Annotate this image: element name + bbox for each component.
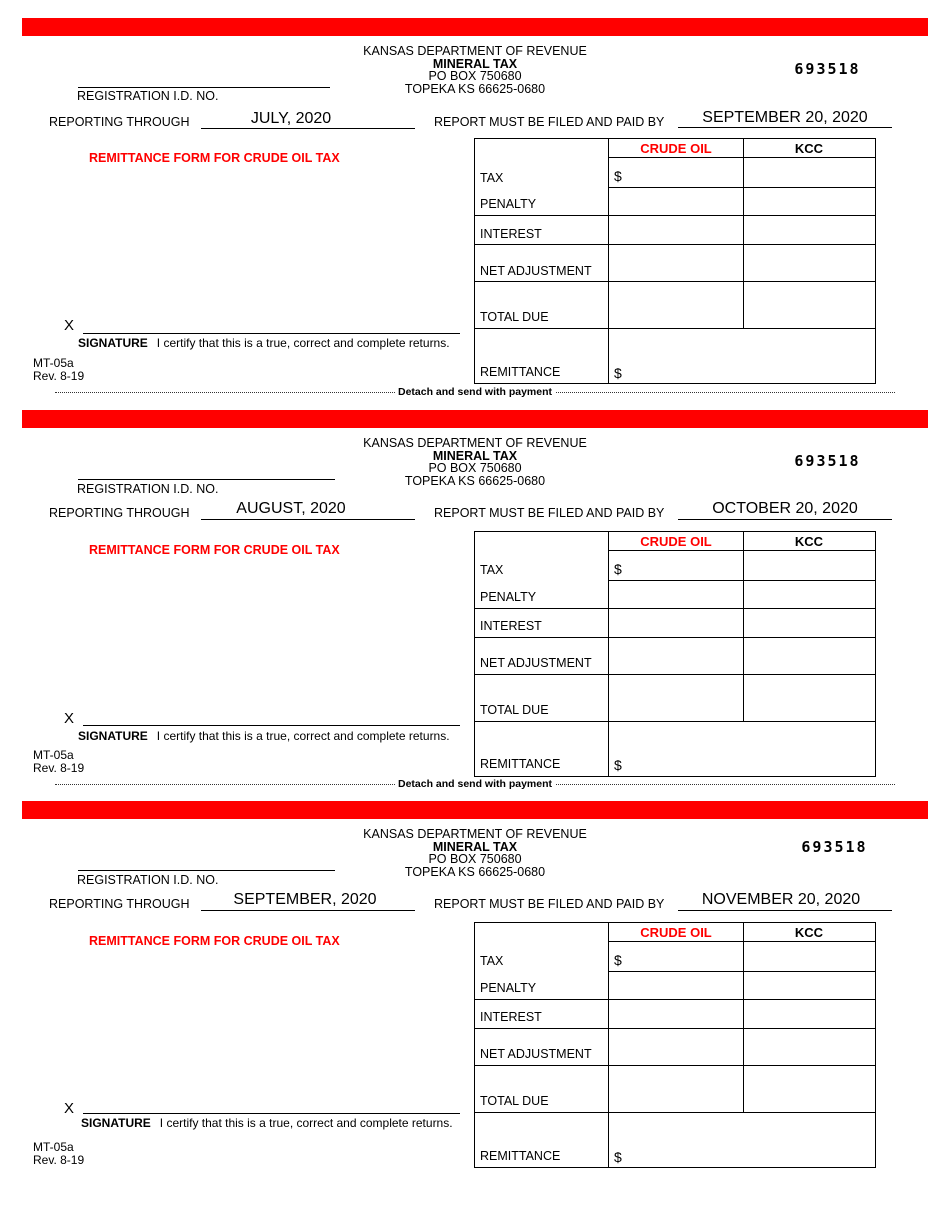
row-penalty: PENALTY bbox=[480, 981, 537, 995]
signature-certify bbox=[78, 336, 450, 350]
col-crude-oil: CRUDE OIL bbox=[640, 141, 712, 156]
row-interest: INTEREST bbox=[480, 619, 542, 633]
row-net-adjustment: NET ADJUSTMENT bbox=[480, 656, 592, 670]
reporting-line bbox=[201, 909, 415, 911]
row-remittance: REMITTANCE bbox=[480, 757, 561, 771]
reporting-label: REPORTING THROUGH bbox=[49, 115, 190, 129]
due-value: SEPTEMBER 20, 2020 bbox=[702, 109, 868, 126]
due-label: REPORT MUST BE FILED AND PAID BY bbox=[434, 897, 665, 911]
coupon-3 bbox=[0, 783, 950, 1183]
signature-label: SIGNATURE bbox=[78, 729, 148, 743]
col-kcc: KCC bbox=[794, 925, 824, 940]
tax-table bbox=[474, 922, 876, 1168]
coupon-1 bbox=[0, 0, 950, 398]
row-interest: INTEREST bbox=[480, 1010, 542, 1024]
signature-label: SIGNATURE bbox=[81, 1116, 151, 1130]
registration-label: REGISTRATION I.D. NO. bbox=[77, 873, 219, 887]
due-line bbox=[678, 518, 892, 520]
col-crude-oil: CRUDE OIL bbox=[640, 534, 712, 549]
row-tax: TAX bbox=[480, 563, 504, 577]
revision-label: Rev. 8-19 bbox=[33, 1153, 85, 1167]
due-label: REPORT MUST BE FILED AND PAID BY bbox=[434, 506, 665, 520]
due-label: REPORT MUST BE FILED AND PAID BY bbox=[434, 115, 665, 129]
certify-text: I certify that this is a true, correct and complete returns. bbox=[159, 1116, 453, 1130]
signature-label: SIGNATURE bbox=[78, 336, 148, 350]
registration-label: REGISTRATION I.D. NO. bbox=[77, 482, 219, 496]
agency-header bbox=[310, 45, 640, 95]
form-number: 693518 bbox=[794, 60, 861, 78]
reporting-label: REPORTING THROUGH bbox=[49, 506, 190, 520]
col-kcc: KCC bbox=[794, 534, 824, 549]
tax-name: MINERAL TAX bbox=[432, 448, 518, 463]
red-bar bbox=[22, 801, 928, 819]
due-line bbox=[678, 909, 892, 911]
remittance-dollar: $ bbox=[614, 1149, 622, 1165]
col-crude-oil: CRUDE OIL bbox=[640, 925, 712, 940]
due-value: NOVEMBER 20, 2020 bbox=[701, 891, 861, 908]
signature-x: X bbox=[64, 710, 75, 727]
agency-header bbox=[310, 437, 640, 487]
detach-text: Detach and send with payment bbox=[395, 386, 555, 398]
signature-x: X bbox=[64, 317, 75, 334]
signature-certify bbox=[81, 1116, 453, 1130]
red-bar bbox=[22, 18, 928, 36]
form-id-label: MT-05a bbox=[33, 356, 74, 370]
po-box: PO BOX 750680 bbox=[428, 852, 522, 866]
city-line: TOPEKA KS 66625-0680 bbox=[404, 864, 546, 879]
remittance-form-title: REMITTANCE FORM FOR CRUDE OIL TAX bbox=[89, 934, 340, 948]
signature-field[interactable] bbox=[83, 333, 460, 334]
tax-name: MINERAL TAX bbox=[432, 839, 518, 854]
row-remittance: REMITTANCE bbox=[480, 365, 561, 379]
row-penalty: PENALTY bbox=[480, 197, 537, 211]
row-interest: INTEREST bbox=[480, 227, 542, 241]
reporting-line bbox=[201, 127, 415, 129]
row-net-adjustment: NET ADJUSTMENT bbox=[480, 1047, 592, 1061]
coupon-2 bbox=[0, 392, 950, 790]
registration-field[interactable] bbox=[78, 87, 330, 88]
remittance-dollar: $ bbox=[614, 365, 622, 381]
registration-field[interactable] bbox=[78, 479, 335, 480]
registration-label: REGISTRATION I.D. NO. bbox=[77, 89, 219, 103]
form-id-label: MT-05a bbox=[33, 1140, 74, 1154]
form-number: 693518 bbox=[794, 452, 861, 470]
dept-name: KANSAS DEPARTMENT OF REVENUE bbox=[363, 44, 587, 58]
dept-name: KANSAS DEPARTMENT OF REVENUE bbox=[363, 436, 587, 450]
signature-field[interactable] bbox=[83, 725, 460, 726]
tax-dollar: $ bbox=[614, 952, 622, 968]
certify-text: I certify that this is a true, correct and complete returns. bbox=[156, 336, 450, 350]
row-total-due: TOTAL DUE bbox=[480, 310, 549, 324]
dept-name: KANSAS DEPARTMENT OF REVENUE bbox=[363, 827, 587, 841]
reporting-value: AUGUST, 2020 bbox=[236, 500, 346, 517]
row-tax: TAX bbox=[480, 171, 504, 185]
row-penalty: PENALTY bbox=[480, 590, 537, 604]
certify-text: I certify that this is a true, correct and complete returns. bbox=[156, 729, 450, 743]
po-box: PO BOX 750680 bbox=[428, 69, 522, 83]
red-bar bbox=[22, 410, 928, 428]
form-number: 693518 bbox=[801, 838, 868, 856]
row-net-adjustment: NET ADJUSTMENT bbox=[480, 264, 592, 278]
remittance-form-title: REMITTANCE FORM FOR CRUDE OIL TAX bbox=[89, 543, 340, 557]
po-box: PO BOX 750680 bbox=[428, 461, 522, 475]
city-line: TOPEKA KS 66625-0680 bbox=[404, 473, 546, 488]
signature-field[interactable] bbox=[83, 1113, 460, 1114]
form-id bbox=[33, 1141, 84, 1167]
remittance-form-title: REMITTANCE FORM FOR CRUDE OIL TAX bbox=[89, 151, 340, 165]
row-total-due: TOTAL DUE bbox=[480, 1094, 549, 1108]
form-id-label: MT-05a bbox=[33, 748, 74, 762]
due-line bbox=[678, 126, 892, 128]
signature-x: X bbox=[64, 1100, 75, 1117]
agency-header bbox=[310, 828, 640, 878]
detach-text: Detach and send with payment bbox=[395, 778, 555, 790]
reporting-line bbox=[201, 518, 415, 520]
revision-label: Rev. 8-19 bbox=[33, 369, 85, 383]
due-value: OCTOBER 20, 2020 bbox=[712, 500, 858, 517]
row-tax: TAX bbox=[480, 954, 504, 968]
tax-dollar: $ bbox=[614, 561, 622, 577]
tax-dollar: $ bbox=[614, 168, 622, 184]
col-kcc: KCC bbox=[794, 141, 824, 156]
tax-table bbox=[474, 531, 876, 777]
row-total-due: TOTAL DUE bbox=[480, 703, 549, 717]
revision-label: Rev. 8-19 bbox=[33, 761, 85, 775]
reporting-label: REPORTING THROUGH bbox=[49, 897, 190, 911]
city-line: TOPEKA KS 66625-0680 bbox=[404, 81, 546, 96]
form-id bbox=[33, 357, 84, 383]
reporting-value: SEPTEMBER, 2020 bbox=[233, 891, 377, 908]
reporting-value: JULY, 2020 bbox=[250, 110, 332, 127]
signature-certify bbox=[78, 729, 450, 743]
form-id bbox=[33, 749, 84, 775]
remittance-dollar: $ bbox=[614, 757, 622, 773]
tax-name: MINERAL TAX bbox=[432, 56, 518, 71]
registration-field[interactable] bbox=[78, 870, 335, 871]
row-remittance: REMITTANCE bbox=[480, 1149, 561, 1163]
tax-table bbox=[474, 138, 876, 384]
